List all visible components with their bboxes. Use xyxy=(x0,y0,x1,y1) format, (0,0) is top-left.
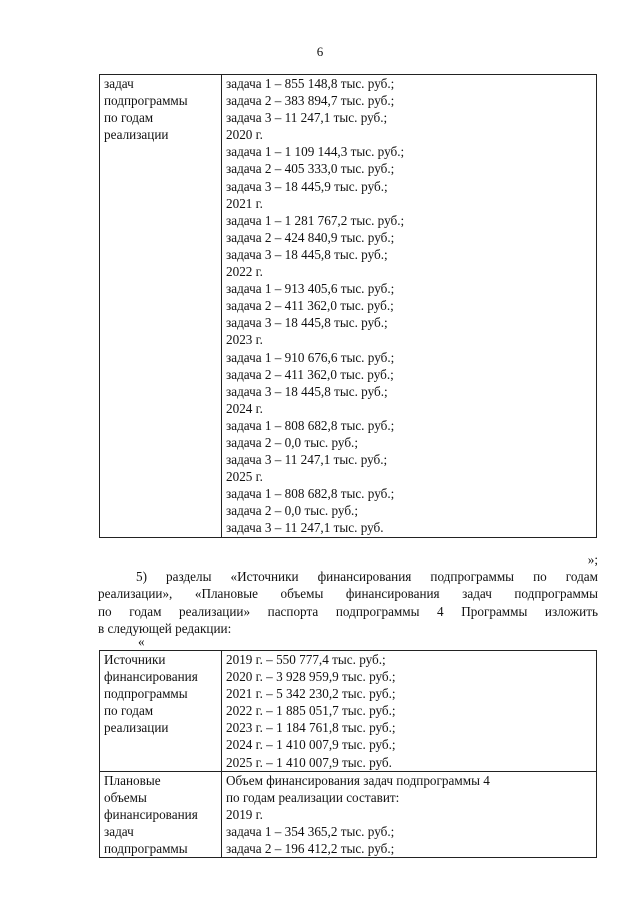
table-row xyxy=(100,651,597,772)
row-label-cell xyxy=(100,75,222,538)
text-line: по годам xyxy=(104,703,154,719)
text-line: 2024 г. – 1 410 007,9 тыс. руб.; xyxy=(226,737,396,753)
text-line: 2025 г. – 1 410 007,9 тыс. руб. xyxy=(226,754,392,770)
row-label-cell xyxy=(100,771,222,857)
text-line: задача 2 – 411 362,0 тыс. руб.; xyxy=(226,366,394,382)
text-line: по годам реализации составит: xyxy=(226,789,400,805)
text-line: задача 2 – 405 333,0 тыс. руб.; xyxy=(226,161,395,177)
text-line: задача 1 – 808 682,8 тыс. руб.; xyxy=(226,486,395,502)
text-line: финансирования xyxy=(104,806,198,822)
text-line: финансирования xyxy=(104,669,198,685)
table-row xyxy=(100,771,597,857)
text-line: 2024 г. xyxy=(226,400,263,416)
text-line: Плановые xyxy=(104,772,161,788)
text-line: задача 2 – 0,0 тыс. руб.; xyxy=(226,434,359,450)
text-line: 2023 г. xyxy=(226,332,263,348)
text-line: задача 3 – 18 445,9 тыс. руб.; xyxy=(226,178,388,194)
page-number: 6 xyxy=(316,44,324,59)
text-line: задача 3 – 18 445,8 тыс. руб.; xyxy=(226,383,388,399)
text-line: 2020 г. xyxy=(226,127,263,143)
text-line: Источники xyxy=(104,652,166,667)
text-line: 2022 г. – 1 885 051,7 тыс. руб.; xyxy=(226,703,396,719)
text-line: задача 1 – 910 676,6 тыс. руб.; xyxy=(226,349,395,365)
text-line: подпрограммы xyxy=(104,93,188,109)
value-lines xyxy=(226,772,592,857)
text-line: задача 2 – 383 894,7 тыс. руб.; xyxy=(226,93,395,109)
value-lines xyxy=(226,75,592,537)
text-line: реализации xyxy=(104,720,169,736)
row-value-cell xyxy=(222,771,597,857)
text-line: задача 1 – 913 405,6 тыс. руб.; xyxy=(226,281,395,297)
text-line: подпрограммы xyxy=(104,686,188,702)
text-line: реализации xyxy=(104,127,169,143)
paragraph-line: по годам реализации» паспорта подпрограммы 4 Программы изложить xyxy=(98,603,598,619)
table-row xyxy=(100,75,597,538)
text-line: задача 2 – 0,0 тыс. руб.; xyxy=(226,503,359,519)
text-line: 2019 г. – 550 777,4 тыс. руб.; xyxy=(226,652,386,667)
financing-table-new xyxy=(99,650,597,858)
text-line: 2021 г. xyxy=(226,195,263,211)
text-line: подпрограммы xyxy=(104,841,188,857)
row-value-cell xyxy=(222,651,597,772)
text-line: задача 1 – 855 148,8 тыс. руб.; xyxy=(226,76,395,91)
text-line: Объем финансирования задач подпрограммы 4 xyxy=(226,772,490,788)
text-line: 2019 г. xyxy=(226,806,263,822)
text-line: по годам xyxy=(104,110,154,126)
text-line: 2021 г. – 5 342 230,2 тыс. руб.; xyxy=(226,686,396,702)
row-label xyxy=(104,651,217,736)
text-line: задач xyxy=(104,823,134,839)
row-label xyxy=(104,772,217,857)
opening-quote: « xyxy=(138,634,145,649)
paragraph-line: в следующей редакции: xyxy=(98,621,232,637)
text-line: задача 3 – 11 247,1 тыс. руб.; xyxy=(226,452,388,468)
text-line: задача 2 – 411 362,0 тыс. руб.; xyxy=(226,298,394,314)
text-line: 2020 г. – 3 928 959,9 тыс. руб.; xyxy=(226,669,396,685)
text-line: 2023 г. – 1 184 761,8 тыс. руб.; xyxy=(226,720,396,736)
text-line: задача 3 – 11 247,1 тыс. руб. xyxy=(226,520,384,536)
closing-quote: »; xyxy=(587,552,598,567)
text-line: 2022 г. xyxy=(226,264,263,280)
text-line: задача 2 – 424 840,9 тыс. руб.; xyxy=(226,229,395,245)
text-line: задача 1 – 1 109 144,3 тыс. руб.; xyxy=(226,144,405,160)
text-line: задача 3 – 11 247,1 тыс. руб.; xyxy=(226,110,388,126)
financing-table-continued xyxy=(99,74,597,538)
row-label xyxy=(104,75,217,143)
text-line: задача 1 – 354 365,2 тыс. руб.; xyxy=(226,823,395,839)
row-value-cell xyxy=(222,75,597,538)
text-line: задача 1 – 1 281 767,2 тыс. руб.; xyxy=(226,212,405,228)
text-line: задача 3 – 18 445,8 тыс. руб.; xyxy=(226,315,388,331)
value-lines xyxy=(226,651,592,771)
amendment-paragraph xyxy=(98,568,598,638)
row-label-cell xyxy=(100,651,222,772)
text-line: задача 2 – 196 412,2 тыс. руб.; xyxy=(226,841,395,857)
text-line: задач xyxy=(104,76,134,91)
paragraph-line: реализации», «Плановые объемы финансирования задач подпрограммы xyxy=(98,586,598,602)
text-line: объемы xyxy=(104,789,147,805)
paragraph-line: 5) разделы «Источники финансирования подпрограммы по годам xyxy=(136,569,598,584)
text-line: задача 3 – 18 445,8 тыс. руб.; xyxy=(226,246,388,262)
text-line: задача 1 – 808 682,8 тыс. руб.; xyxy=(226,417,395,433)
text-line: 2025 г. xyxy=(226,469,263,485)
